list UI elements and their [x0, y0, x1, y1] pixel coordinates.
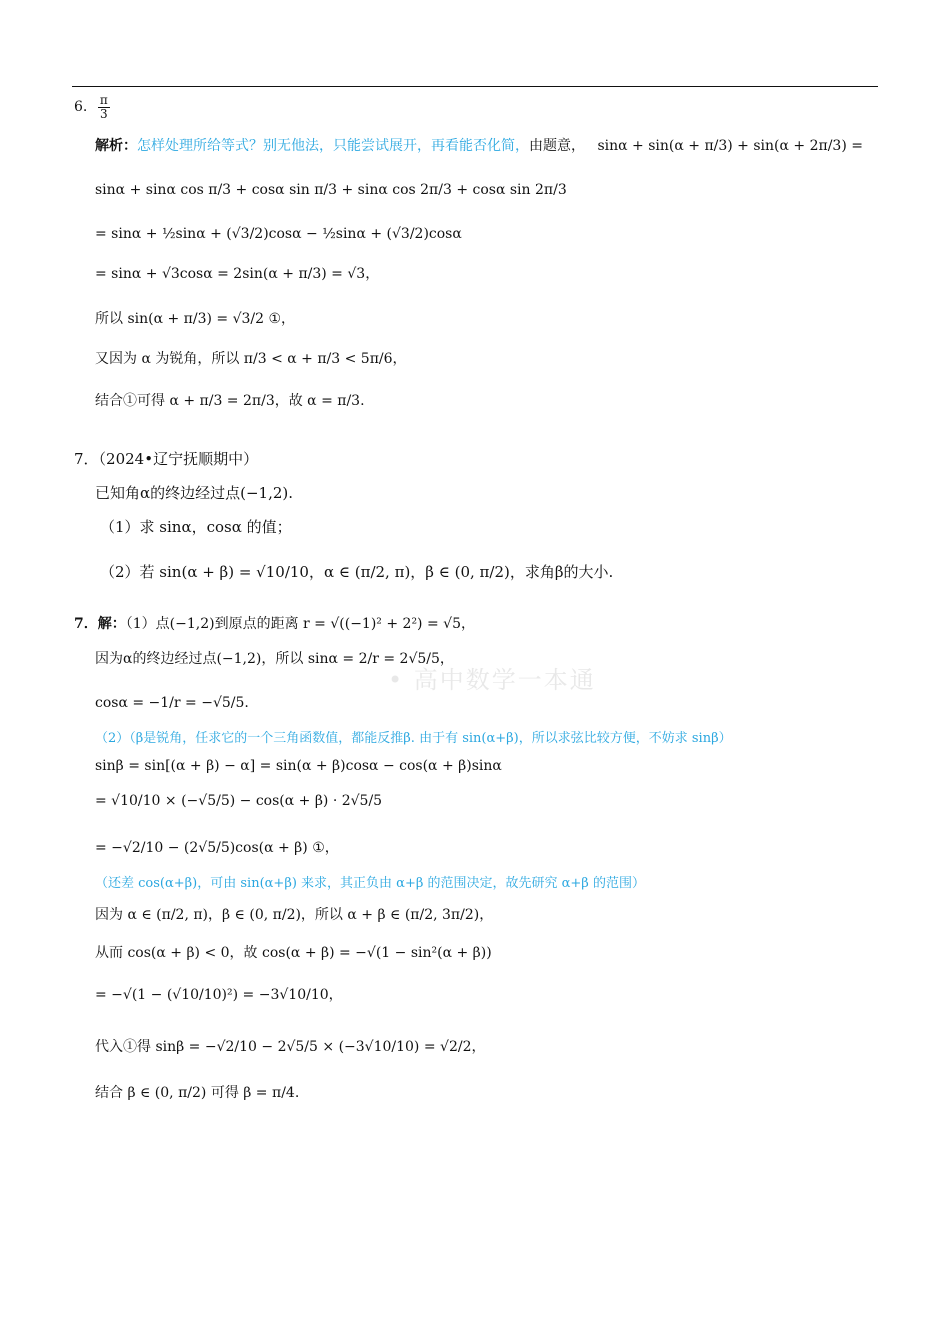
q6-analysis-line — [95, 138, 863, 155]
q6-eq2: sinα + sinα cos π/3 + cosα sin π/3 + sinα cos 2π/3 + cosα sin 2π/3 — [95, 182, 567, 198]
sol7-l6: = −√2/10 − (2√5/5)cos(α + β) ①， — [95, 840, 339, 856]
q6-eq4: = sinα + √3cosα = 2sin(α + π/3) = √3， — [95, 266, 380, 282]
top-rule — [72, 86, 878, 87]
sol7-hint2: （2）（β是锐角，任求它的一个三角函数值，都能反推β. 由于有 sin(α+β)，所以求弦比较方便，不妨求 sinβ） — [95, 731, 732, 746]
q6-eq1: sinα + sin(α + π/3) + sin(α + 2π/3) = — [597, 138, 863, 154]
sol7-l8: 从而 cos(α + β) < 0，故 cos(α + β) = −√(1 − sin²(α + β)) — [95, 945, 492, 961]
analysis-hint: 怎样处理所给等式？别无他法，只能尝试展开，再看能否化简， — [137, 138, 529, 154]
q7-part2: （2）若 sin(α + β) = √10/10，α ∈ (π/2, π)，β ∈ (0, π/2)，求角β的大小. — [100, 563, 614, 581]
q6-answer — [74, 94, 112, 120]
sol7-hint3: （还差 cos(α+β)，可由 sin(α+β) 来求，其正负由 α+β 的范围决定，故先研究 α+β 的范围） — [95, 876, 645, 891]
sol7-l9: = −√(1 − (√10/10)²) = −3√10/10， — [95, 987, 343, 1003]
sol7-label: 7．解： — [74, 616, 126, 632]
q7-header: 7．（2024•辽宁抚顺期中） — [74, 450, 259, 468]
watermark: • 高中数学一本通 — [388, 666, 596, 694]
q7-part1: （1）求 sinα，cosα 的值； — [100, 518, 292, 536]
sol7-l3: cosα = −1/r = −√5/5. — [95, 695, 249, 711]
analysis-intro: 由题意， — [529, 138, 585, 154]
sol7-l11: 结合 β ∈ (0, π/2) 可得 β = π/4. — [95, 1085, 300, 1101]
q6-eq7: 结合①可得 α + π/3 = 2π/3，故 α = π/3. — [95, 393, 365, 409]
sol7-l5: = √10/10 × (−√5/5) − cos(α + β) · 2√5/5 — [95, 793, 383, 809]
sol7-l2: 因为α的终边经过点(−1,2)，所以 sinα = 2/r = 2√5/5， — [95, 651, 454, 667]
sol7-l4: sinβ = sin[(α + β) − α] = sin(α + β)cosα − cos(α + β)sinα — [95, 758, 502, 774]
sol7-l10: 代入①得 sinβ = −√2/10 − 2√5/5 × (−3√10/10) = √2/2， — [95, 1039, 486, 1055]
analysis-label: 解析： — [95, 138, 137, 154]
sol7-l7: 因为 α ∈ (π/2, π)，β ∈ (0, π/2)，所以 α + β ∈ (π/2, 3π/2)， — [95, 907, 494, 923]
sol7-l1: （1）点(−1,2)到原点的距离 r = √((−1)² + 2²) = √5， — [125, 616, 475, 632]
q7-stem: 已知角α的终边经过点(−1,2). — [95, 484, 294, 502]
q6-eq3: = sinα + ½sinα + (√3/2)cosα − ½sinα + (√3/2)cosα — [95, 226, 462, 242]
q6-eq5: 所以 sin(α + π/3) = √3/2 ①， — [95, 311, 296, 327]
q6-answer-den: 3 — [99, 106, 108, 121]
q6-eq6: 又因为 α 为锐角，所以 π/3 < α + π/3 < 5π/6， — [95, 351, 407, 367]
q6-number: 6. — [74, 99, 88, 116]
q6-answer-num: π — [99, 93, 108, 107]
sol7-line1 — [74, 616, 475, 633]
